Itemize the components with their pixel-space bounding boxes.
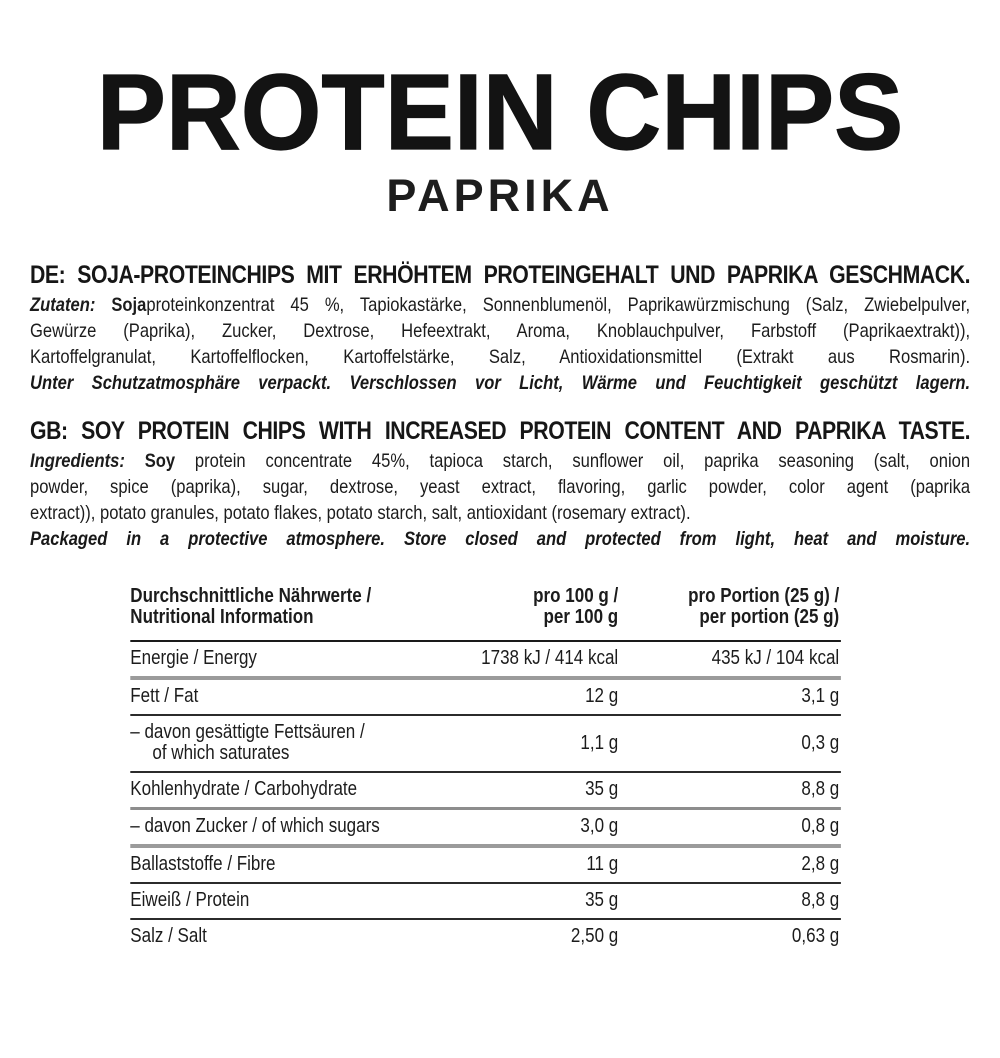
ingredients-line: Zutaten: Sojaproteinkonzentrat 45 %, Tapiokastärke, Sonnenblumenöl, Paprikawürzmischung (Salz, Zwiebelpulver, xyxy=(30,294,971,316)
ingredients-line: Ingredients: Soy protein concentrate 45%, tapioca starch, sunflower oil, paprika seasoning (salt, onion xyxy=(30,450,971,472)
row-portion-value: 3,1 g xyxy=(801,685,840,707)
de-storage-note: Unter Schutzatmosphäre verpackt. Verschlossen vor Licht, Wärme und Feuchtigkeit geschützt lagern. xyxy=(30,372,971,394)
product-flavor-subtitle: PAPRIKA xyxy=(386,170,614,221)
row-label: Eiweiß / Protein xyxy=(130,889,250,911)
gb-ingredients-paragraph xyxy=(30,448,970,526)
row-per100-value: 1738 kJ / 414 kcal xyxy=(481,647,619,669)
ingredients-line: Gewürze (Paprika), Zucker, Dextrose, Hefeextrakt, Aroma, Knoblauchpulver, Farbstoff (Paprikaextrakt)), xyxy=(30,320,971,342)
de-section-heading: DE: SOJA-PROTEINCHIPS MIT ERHÖHTEM PROTEINGEHALT UND PAPRIKA GESCHMACK. xyxy=(30,261,971,289)
row-portion-value: 8,8 g xyxy=(801,889,840,911)
row-portion-value: 435 kJ / 104 kcal xyxy=(711,647,840,669)
nutrition-table-header xyxy=(130,584,841,642)
row-label: Salz / Salt xyxy=(130,925,207,947)
row-per100-value: 11 g xyxy=(586,853,619,875)
row-label: Energie / Energy xyxy=(130,647,257,669)
row-label: – davon Zucker / of which sugars xyxy=(130,815,380,837)
row-portion-value: 8,8 g xyxy=(801,778,840,800)
row-label: – davon gesättigte Fettsäuren / of which saturates xyxy=(130,721,365,764)
ingredients-line: Kartoffelgranulat, Kartoffelflocken, Kartoffelstärke, Salz, Antioxidationsmittel (Extrakt aus Rosmarin). xyxy=(30,346,971,368)
header-per100-column: pro 100 g / per 100 g xyxy=(533,585,619,628)
table-row xyxy=(130,680,841,716)
row-portion-value: 0,63 g xyxy=(791,925,840,947)
row-label: Kohlenhydrate / Carbohydrate xyxy=(130,778,358,800)
nutrition-table xyxy=(130,584,841,954)
product-label xyxy=(0,51,1000,1058)
label-body xyxy=(30,260,970,954)
row-per100-value: 2,50 g xyxy=(570,925,619,947)
row-portion-value: 0,3 g xyxy=(801,731,840,754)
row-portion-value: 0,8 g xyxy=(801,815,840,837)
gb-storage-note: Packaged in a protective atmosphere. Store closed and protected from light, heat and moisture. xyxy=(30,528,971,550)
product-title: PROTEIN CHIPS xyxy=(96,51,904,172)
table-row xyxy=(130,642,841,680)
row-per100-value: 35 g xyxy=(585,778,619,800)
table-row xyxy=(130,773,841,810)
table-row xyxy=(130,884,841,920)
row-per100-value: 3,0 g xyxy=(580,815,619,837)
row-portion-value: 2,8 g xyxy=(801,853,840,875)
table-row xyxy=(130,810,841,848)
table-row xyxy=(130,920,841,954)
row-per100-value: 12 g xyxy=(585,685,619,707)
de-ingredients-paragraph xyxy=(30,292,970,370)
ingredients-line: extract)), potato granules, potato flakes, potato starch, salt, antioxidant (rosemary extract). xyxy=(30,502,691,524)
row-label: Ballaststoffe / Fibre xyxy=(130,853,276,875)
gb-section-heading: GB: SOY PROTEIN CHIPS WITH INCREASED PROTEIN CONTENT AND PAPRIKA TASTE. xyxy=(30,417,971,445)
ingredients-line: powder, spice (paprika), sugar, dextrose, yeast extract, flavoring, garlic powder, color agent (paprika xyxy=(30,476,971,498)
table-row xyxy=(130,716,841,773)
row-per100-value: 35 g xyxy=(585,889,619,911)
nutrition-table-rows xyxy=(130,642,841,954)
row-per100-value: 1,1 g xyxy=(580,731,619,754)
table-row xyxy=(130,848,841,884)
header-nutrients-column: Durchschnittliche Nährwerte / Nutritional Information xyxy=(130,585,372,628)
row-label: Fett / Fat xyxy=(130,685,199,707)
header-portion-column: pro Portion (25 g) / per portion (25 g) xyxy=(688,585,840,628)
